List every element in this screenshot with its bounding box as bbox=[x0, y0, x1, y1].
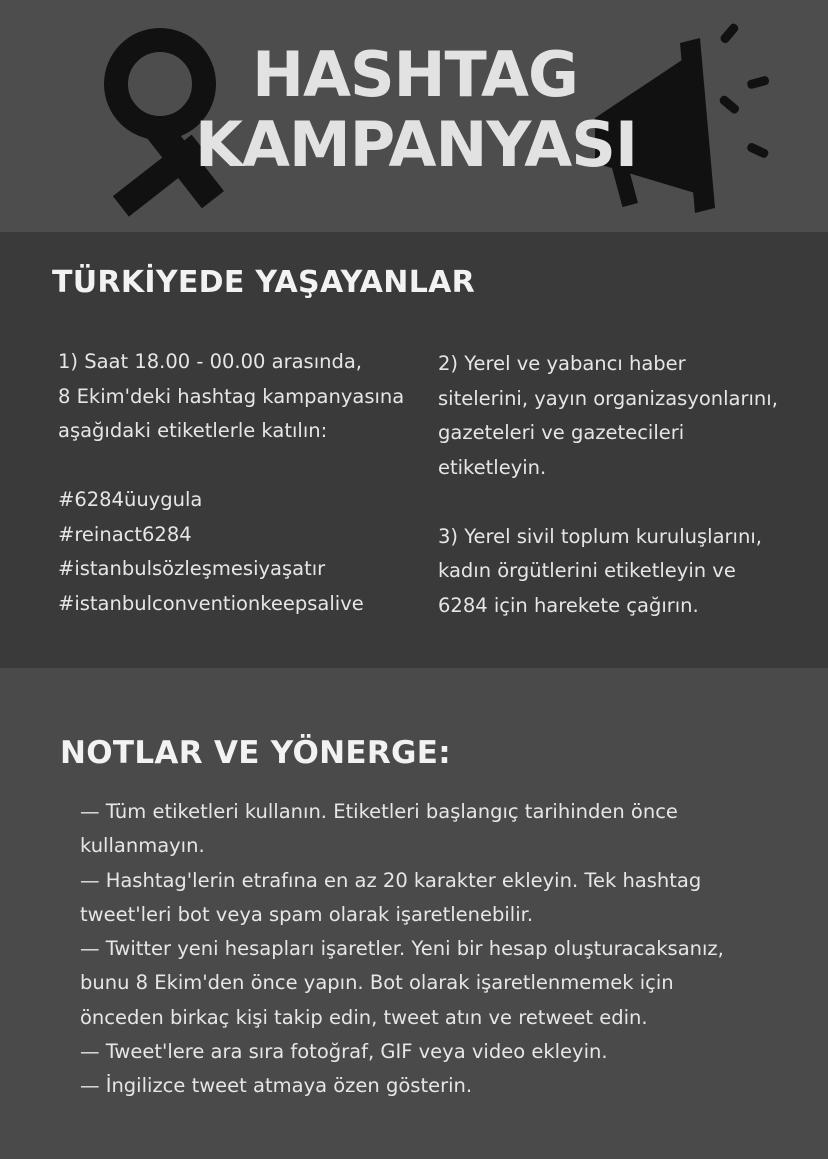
note-line: — Twitter yeni hesapları işaretler. Yeni bir hesap oluşturacaksanız, bbox=[80, 937, 724, 961]
instruction-line: kadın örgütlerini etiketleyin ve bbox=[438, 559, 736, 582]
note-line: — Hashtag'lerin etrafına en az 20 karakter ekleyin. Tek hashtag bbox=[80, 868, 702, 892]
instruction-line: 2) Yerel ve yabancı haber bbox=[438, 352, 686, 375]
note-line: — Tweet'lere ara sıra fotoğraf, GIF veya video ekleyin. bbox=[80, 1040, 608, 1064]
instruction-line: 6284 için harekete çağırın. bbox=[438, 593, 699, 617]
note-line: önceden birkaç kişi takip edin, tweet atın ve retweet edin. bbox=[80, 1005, 648, 1029]
instruction-line: gazeteleri ve gazetecileri bbox=[438, 421, 685, 444]
spacer bbox=[58, 449, 404, 484]
left-column bbox=[58, 345, 404, 621]
hashtag: #istanbulsözleşmesiyaşatır bbox=[58, 557, 326, 580]
note-line: bunu 8 Ekim'den önce yapın. Bot olarak işaretlenmemek için bbox=[80, 971, 674, 995]
instruction-line: aşağıdaki etiketlerle katılın: bbox=[58, 419, 328, 442]
instruction-line: 8 Ekim'deki hashtag kampanyasına bbox=[58, 384, 405, 408]
title-line-1: HASHTAG bbox=[252, 38, 578, 111]
note-line: — İngilizce tweet atmaya özen gösterin. bbox=[80, 1074, 473, 1098]
hashtag: #6284üuygula bbox=[58, 488, 203, 511]
right-column bbox=[438, 347, 778, 623]
page-title bbox=[195, 38, 638, 181]
hashtag: #istanbulconventionkeepsalive bbox=[58, 591, 364, 615]
instruction-line: etiketleyin. bbox=[438, 455, 547, 479]
instruction-line: sitelerini, yayın organizasyonlarını, bbox=[438, 386, 778, 410]
notes-list bbox=[80, 795, 724, 1104]
title-line-2: KAMPANYASI bbox=[195, 108, 638, 181]
section-turkey-heading: TÜRKİYEDE YAŞAYANLAR bbox=[52, 265, 476, 300]
note-line: kullanmayın. bbox=[80, 834, 205, 858]
note-line: — Tüm etiketleri kullanın. Etiketleri başlangıç tarihinden önce bbox=[80, 800, 678, 823]
instruction-line: 1) Saat 18.00 - 00.00 arasında, bbox=[58, 350, 362, 373]
spacer bbox=[438, 485, 778, 520]
note-line: tweet'leri bot veya spam olarak işaretlenebilir. bbox=[80, 902, 534, 926]
section-notes-heading: NOTLAR VE YÖNERGE: bbox=[60, 735, 451, 771]
header-banner bbox=[0, 0, 828, 232]
hashtag: #reinact6284 bbox=[58, 522, 192, 546]
instruction-line: 3) Yerel sivil toplum kuruluşlarını, bbox=[438, 524, 762, 548]
